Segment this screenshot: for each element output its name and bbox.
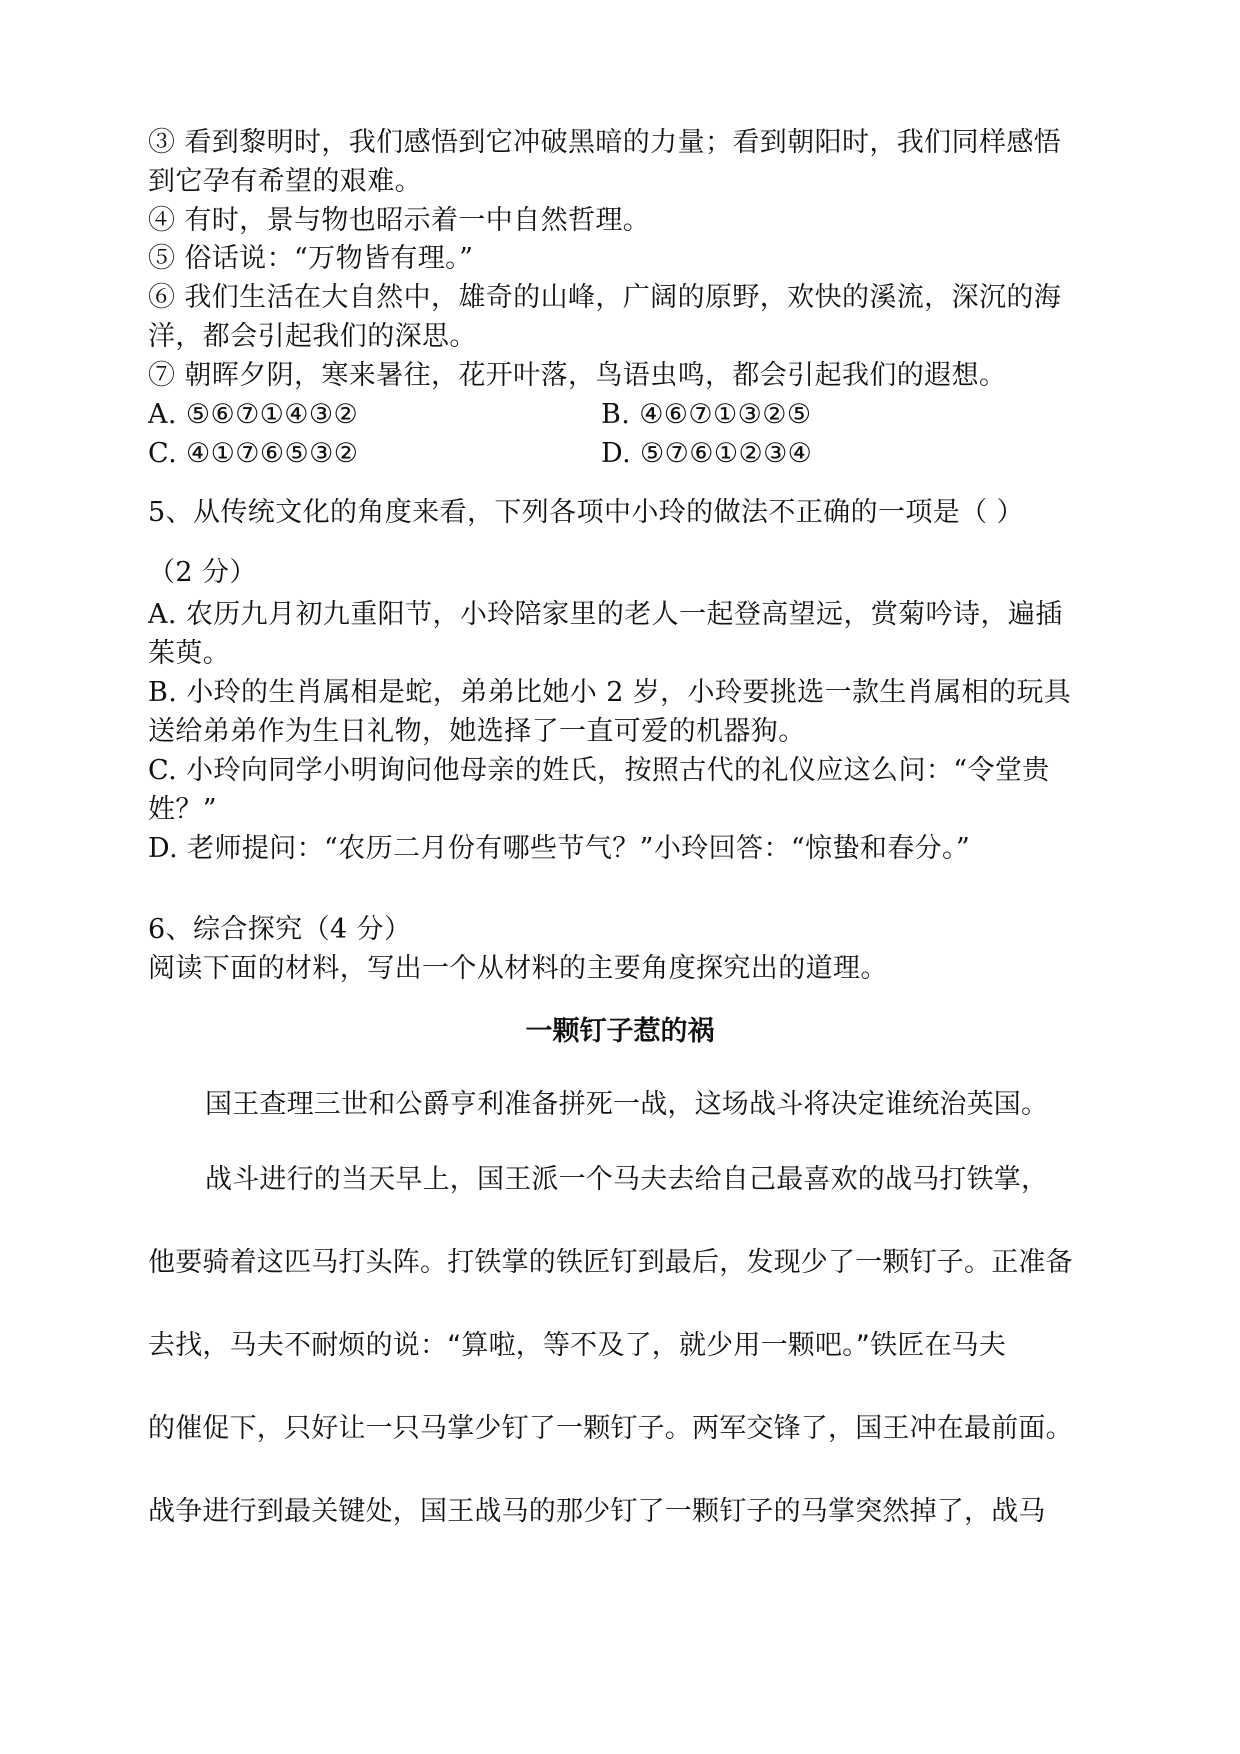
q5-stem: 5、从传统文化的角度来看，下列各项中小玲的做法不正确的一项是（ ）	[148, 497, 1024, 528]
q4-option-b: B. ④⑥⑦①③②⑤	[601, 399, 812, 430]
story-paragraph-2-line-3: 去找，马夫不耐烦的说：“算啦，等不及了，就少用一颗吧。”铁匠在马夫	[148, 1330, 1007, 1361]
q5-score: （2 分）	[148, 557, 257, 588]
story-paragraph-2-line-2: 他要骑着这匹马打头阵。打铁掌的铁匠钉到最后，发现少了一颗钉子。正准备	[148, 1247, 1073, 1278]
q4-option-c: C. ④①⑦⑥⑤③②	[148, 438, 359, 469]
q4-item-4: ④ 有时，景与物也昭示着一中自然哲理。	[148, 205, 651, 236]
q4-item-7: ⑦ 朝晖夕阴，寒来暑往，花开叶落，鸟语虫鸣，都会引起我们的遐想。	[148, 360, 1007, 391]
q5-option-a-line-1: A. 农历九月初九重阳节，小玲陪家里的老人一起登高望远，赏菊吟诗，遍插	[148, 599, 1063, 630]
q4-option-d: D. ⑤⑦⑥①②③④	[601, 438, 813, 469]
q5-option-d: D. 老师提问：“农历二月份有哪些节气？”小玲回答：“惊蛰和春分。”	[148, 833, 971, 864]
q4-item-6-line-1: ⑥ 我们生活在大自然中，雄奇的山峰，广阔的原野，欢快的溪流，深沉的海	[148, 282, 1062, 313]
story-paragraph-1: 国王查理三世和公爵亨利准备拼死一战，这场战斗将决定谁统治英国。	[205, 1089, 1049, 1120]
q4-item-6-line-2: 洋，都会引起我们的深思。	[148, 321, 477, 352]
story-paragraph-2-line-5: 战争进行到最关键处，国王战马的那少钉了一颗钉子的马掌突然掉了，战马	[148, 1496, 1046, 1527]
q6-stem: 6、综合探究（4 分）	[148, 914, 412, 945]
story-paragraph-2-line-4: 的催促下，只好让一只马掌少钉了一颗钉子。两军交锋了，国王冲在最前面。	[148, 1413, 1073, 1444]
story-title: 一颗钉子惹的祸	[525, 1016, 715, 1047]
q4-item-3-line-1: ③ 看到黎明时，我们感悟到它冲破黑暗的力量；看到朝阳时，我们同样感悟	[148, 127, 1062, 158]
q5-option-a-line-2: 茱萸。	[148, 638, 231, 669]
q5-option-b-line-2: 送给弟弟作为生日礼物，她选择了一直可爱的机器狗。	[148, 716, 806, 747]
q6-instruction: 阅读下面的材料，写出一个从材料的主要角度探究出的道理。	[148, 953, 888, 984]
q5-option-c-line-1: C. 小玲向同学小明询问他母亲的姓氏，按照古代的礼仪应这么问：“令堂贵	[148, 755, 1050, 786]
q4-option-a: A. ⑤⑥⑦①④③②	[148, 399, 359, 430]
q5-option-c-line-2: 姓？”	[148, 794, 218, 825]
q4-item-3-line-2: 到它孕有希望的艰难。	[148, 166, 422, 197]
story-paragraph-2-line-1: 战斗进行的当天早上，国王派一个马夫去给自己最喜欢的战马打铁掌，	[205, 1164, 1049, 1195]
q4-item-5: ⑤ 俗话说：“万物皆有理。”	[148, 243, 474, 274]
q5-option-b-line-1: B. 小玲的生肖属相是蛇，弟弟比她小 2 岁，小玲要挑选一款生肖属相的玩具	[148, 677, 1072, 708]
